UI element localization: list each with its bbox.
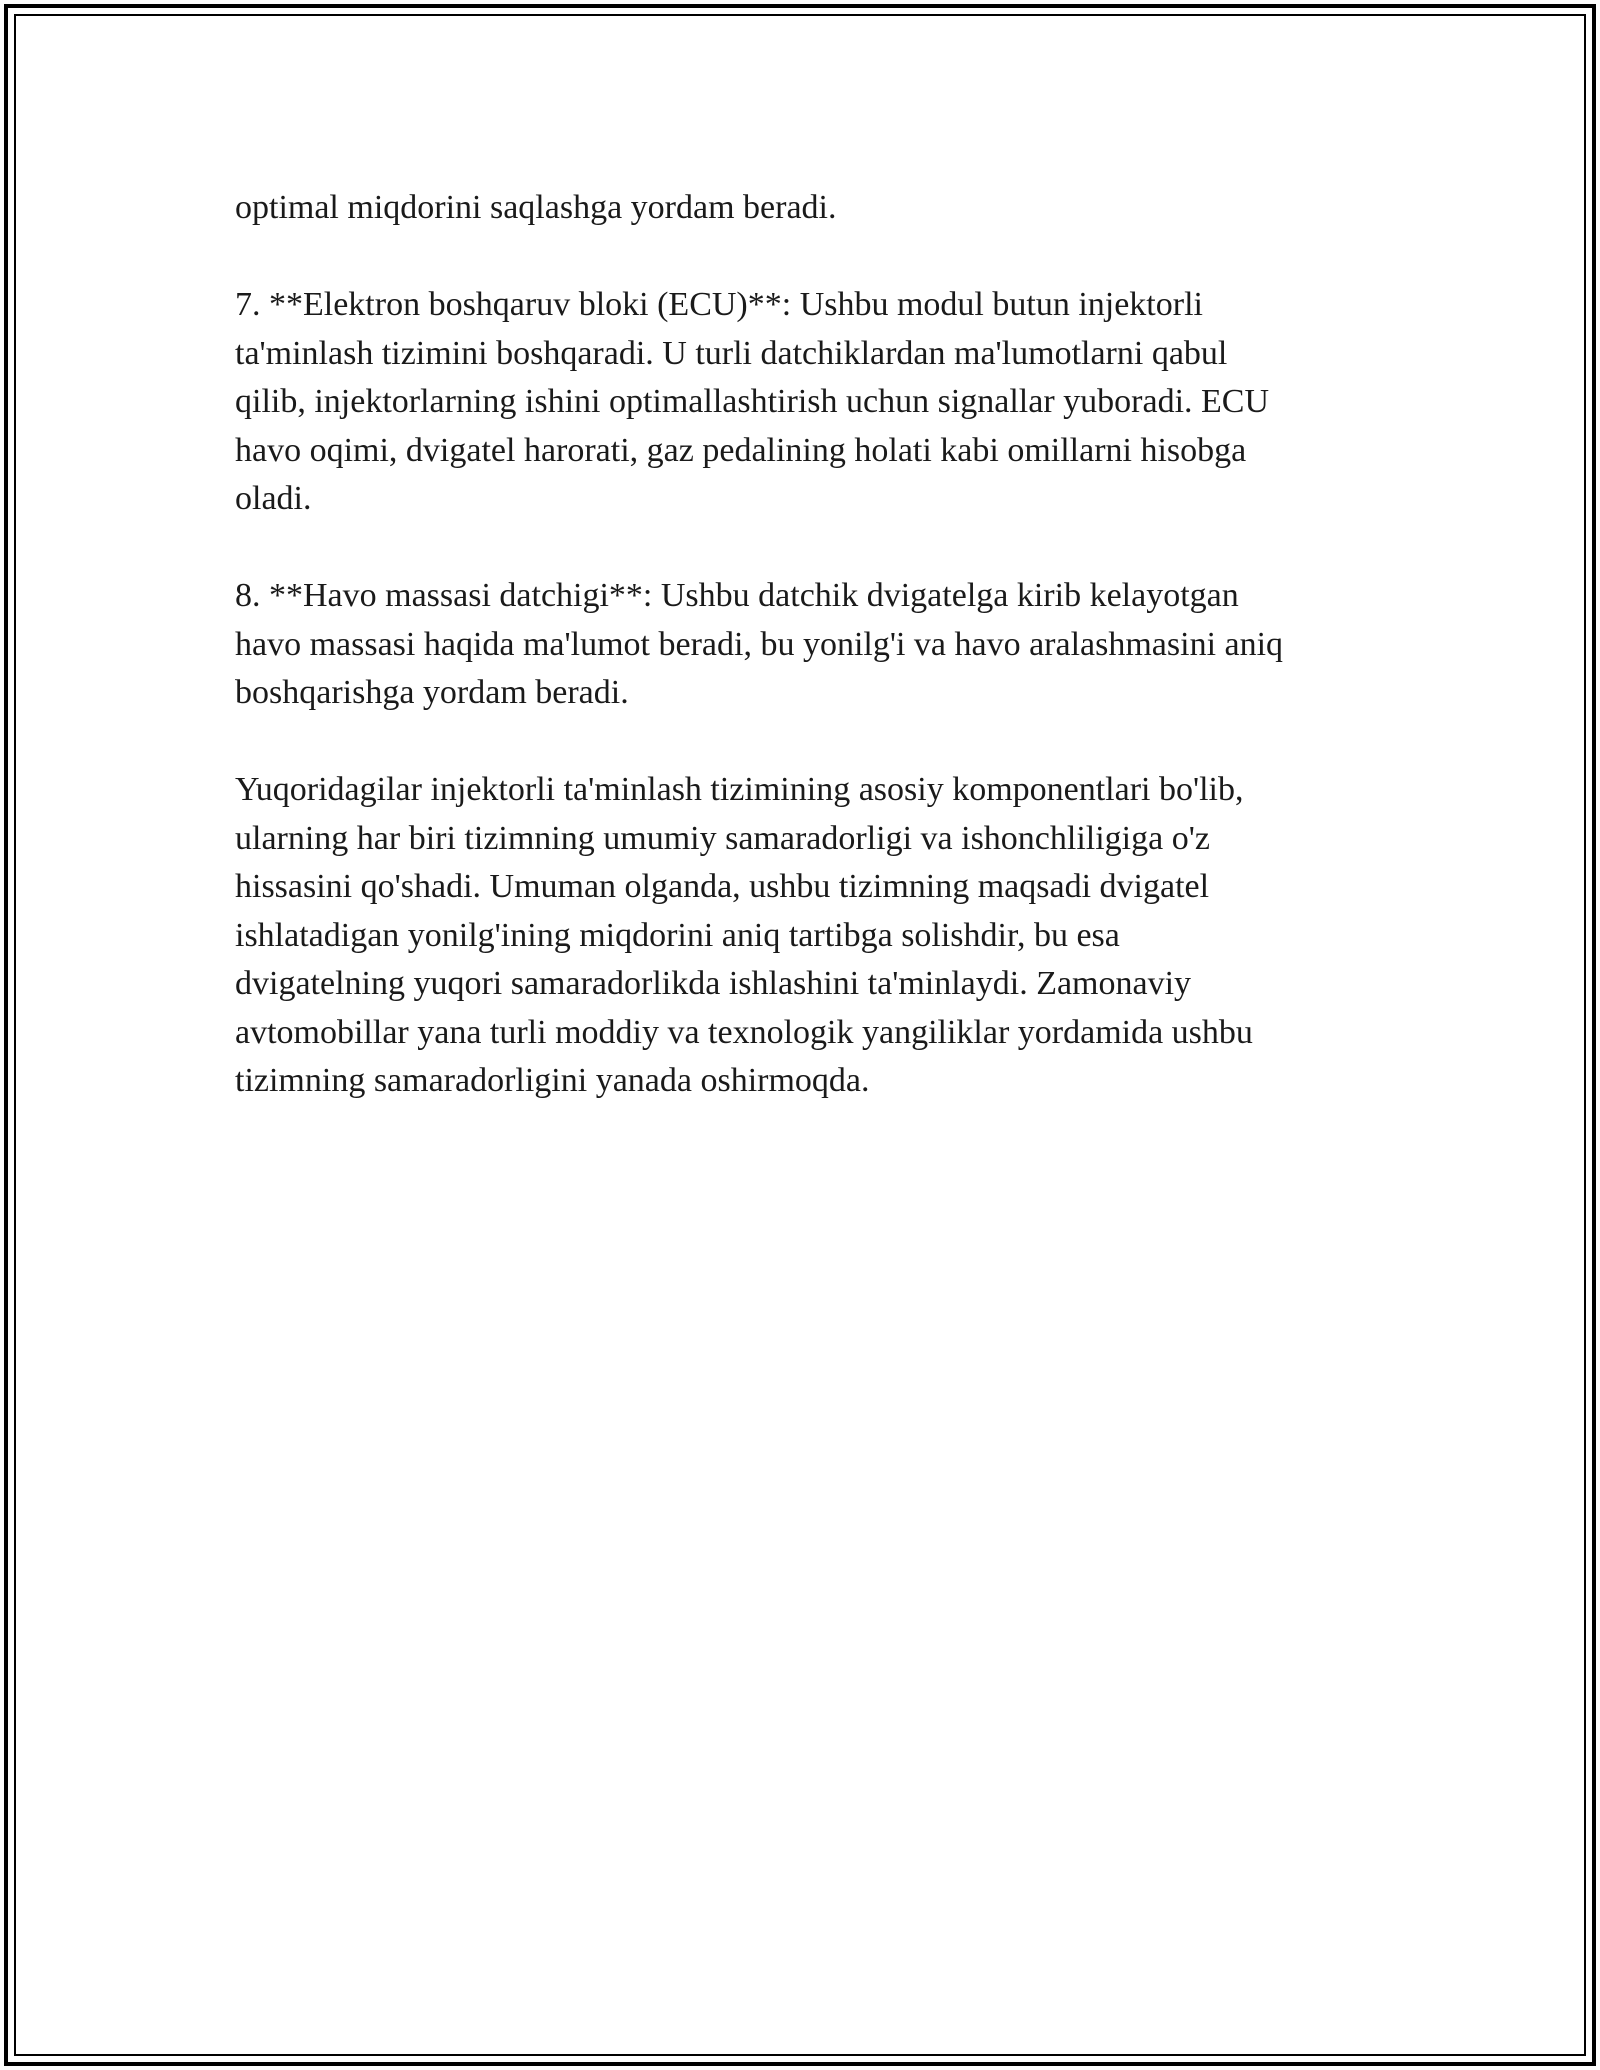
paragraph-continuation: optimal miqdorini saqlashga yordam beradi. [235,189,837,226]
paragraph-summary: Yuqoridagilar injektorli ta'minlash tizimining asosiy komponentlari bo'lib, ularning har biri tizimning umumiy samaradorligi va ishonchliligiga o'z hissasini qo'shadi. Umuman olganda, ushbu tizimning maqsadi dvigatel ishlatadigan yonilg'ining miqdorini aniq tartibga solishdir, bu esa dvigatelning yuqori samaradorlikda ishlashini ta'minlaydi. Zamonaviy avtomobillar yana turli moddiy va texnologik yangiliklar yordamida ushbu tizimning samaradorligini yanada oshirmoqda. [235,771,1253,1099]
paragraph-ecu: 7. **Elektron boshqaruv bloki (ECU)**: Ushbu modul butun injektorli ta'minlash tizimini boshqaradi. U turli datchiklardan ma'lumotlarni qabul qilib, injektorlarning ishini optimallashtirish uchun signallar yuboradi. ECU havo oqimi, dvigatel harorati, gaz pedalining holati kabi omillarni hisobga oladi. [235,286,1270,517]
document-body [235,184,1385,1154]
paragraph-air-mass-sensor: 8. **Havo massasi datchigi**: Ushbu datchik dvigatelga kirib kelayotgan havo massasi haqida ma'lumot beradi, bu yonilg'i va havo aralashmasini aniq boshqarishga yordam beradi. [235,577,1284,711]
